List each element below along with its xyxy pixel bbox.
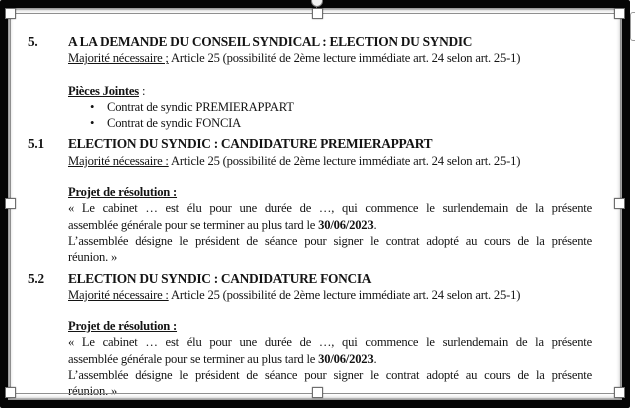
resolution-line: réunion. »: [68, 384, 118, 399]
resize-handle-middle-right[interactable]: [614, 198, 625, 209]
majority-text: Article 25 (possibilité de 2ème lecture immédiate art. 24 selon art. 25-1): [168, 287, 521, 302]
resolution-label: Projet de résolution :: [68, 319, 178, 334]
layout-options-button[interactable]: [630, 12, 635, 41]
deadline-date: 30/06/2023: [318, 351, 374, 366]
resize-handle-middle-left[interactable]: [5, 198, 16, 209]
section-5-2-title: ELECTION DU SYNDIC : CANDIDATURE FONCIA: [68, 270, 372, 286]
resize-handle-bottom-left[interactable]: [5, 387, 16, 398]
bullet-icon: •: [90, 116, 95, 131]
resolution-line: L’assemblée désigne le président de séance pour signer le contrat adopté au cours de la présente: [68, 368, 592, 383]
deadline-date: 30/06/2023: [318, 217, 374, 232]
majority-text: Article 25 (possibilité de 2ème lecture immédiate art. 24 selon art. 25-1): [168, 51, 521, 66]
resolution-line: L’assemblée désigne le président de séance pour signer le contrat adopté au cours de la présente: [68, 233, 592, 248]
majority-label: Majorité nécessaire :: [68, 287, 169, 302]
resize-handle-top-center[interactable]: [312, 8, 323, 19]
attachment-text: Contrat de syndic PREMIERAPPART: [107, 99, 294, 114]
resize-handle-bottom-center[interactable]: [312, 387, 323, 398]
majority-label: Majorité nécessaire ;: [68, 51, 169, 66]
resolution-line: réunion. »: [68, 250, 118, 265]
section-5-1-number: 5.1: [28, 136, 44, 152]
bullet-icon: •: [90, 99, 95, 114]
section-5-number: 5.: [28, 34, 38, 49]
resolution-text: assemblée générale pour se terminer au plus tard le: [68, 351, 319, 366]
attachments-label: Pièces Jointes: [68, 83, 139, 98]
resolution-text: assemblée générale pour se terminer au plus tard le: [68, 217, 319, 232]
section-5-1-title: ELECTION DU SYNDIC : CANDIDATURE PREMIERAPPART: [68, 136, 433, 152]
resolution-text: .: [373, 217, 377, 232]
resolution-line: « Le cabinet … est élu pour une durée de …, qui commence le surlendemain de la présente: [68, 335, 592, 350]
majority-label: Majorité nécessaire :: [68, 153, 169, 168]
attachments-colon: :: [139, 83, 146, 98]
section-5-title: A LA DEMANDE DU CONSEIL SYNDICAL : ELECTION DU SYNDIC: [68, 34, 473, 49]
resolution-line: « Le cabinet … est élu pour une durée de …, qui commence le surlendemain de la présente: [68, 201, 592, 216]
majority-text: Article 25 (possibilité de 2ème lecture immédiate art. 24 selon art. 25-1): [168, 153, 521, 168]
resize-handle-top-left[interactable]: [5, 8, 16, 19]
selection-outline: [10, 13, 621, 394]
resolution-label: Projet de résolution :: [68, 185, 178, 200]
section-5-2-number: 5.2: [28, 270, 44, 286]
resolution-text: .: [373, 351, 377, 366]
attachment-text: Contrat de syndic FONCIA: [107, 116, 242, 131]
resize-handle-bottom-right[interactable]: [614, 387, 625, 398]
resize-handle-top-right[interactable]: [614, 8, 625, 19]
